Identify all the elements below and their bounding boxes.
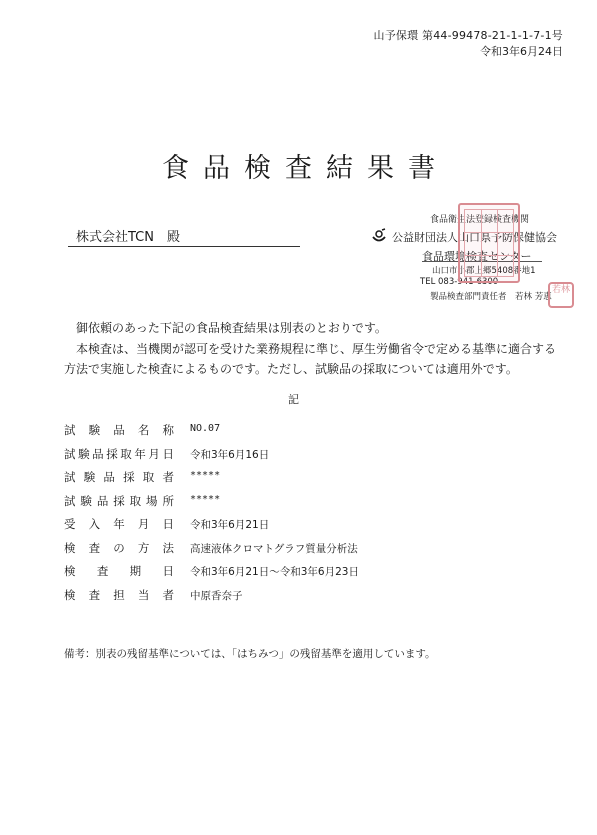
issuer-address: 山口市小郡上郷5408番地1 [432,266,536,276]
issuer-phone: TEL 083-941-6300 [420,277,499,287]
item-value: 令和3年6月16日 [190,448,270,461]
document-number: 山予保環 第44-99478-21-1-1-7-1号 [373,29,563,42]
section-marker: 記 [288,393,299,406]
item-row [64,540,544,564]
issuer-responsible: 製品検査部門責任者 若林 芳恵 [430,292,552,302]
document-title: 食品検査結果書 [162,153,449,184]
item-label: 試 験 品 採 取 者 [64,470,174,484]
item-label: 受 入 年 月 日 [64,517,174,531]
paragraph-basis-cont: 方法で実施した検査によるものです。ただし、試験品の採取については適用外です。 [64,362,518,376]
item-value: NO.07 [190,423,221,434]
item-value: 中原香奈子 [190,589,243,602]
personal-seal: 若林 [548,282,574,308]
item-label: 試 験 品 採 取 場 所 [64,493,174,508]
paragraph-request: 御依頼のあった下記の食品検査結果は別表のとおりです。 [76,321,387,335]
item-value: 高速液体クロマトグラフ質量分析法 [190,542,358,555]
addressee-underline [68,246,300,247]
item-value: ***** [190,493,221,505]
item-row [64,493,544,517]
issue-date: 令和3年6月24日 [480,45,563,58]
item-row [64,422,544,446]
issuer-organization: 公益財団法人山口県予防保健協会 [392,231,557,244]
item-value: ***** [190,470,221,481]
item-row [64,587,544,611]
item-row [64,446,544,470]
item-label: 試 験 品 名 称 [64,423,174,437]
organization-logo-icon [370,228,388,244]
item-label: 検 査 担 当 者 [64,587,174,602]
item-label: 検 査 の 方 法 [64,540,174,555]
item-label: 検 査 期 日 [64,564,174,578]
item-label: 試 験 品 採 取 年 月 日 [64,446,174,461]
official-seal [458,203,520,283]
item-row [64,516,544,540]
test-items [64,422,544,610]
item-value: 令和3年6月21日 [190,519,270,531]
item-row [64,469,544,493]
remarks-note: 備考：別表の残留基準については、「はちみつ」の残留基準を適用しています。 [64,648,436,660]
paragraph-basis: 本検査は、当機関が認可を受けた業務規程に準じ、厚生労働省令で定める基準に適合する [76,342,557,356]
addressee: 株式会社TCN 殿 [76,230,180,245]
issuer-center: 食品環境検査センター [422,250,532,263]
item-value: 令和3年6月21日～令和3年6月23日 [190,566,359,578]
issuer-registration: 食品衛生法登録検査機関 [430,215,530,225]
item-row [64,563,544,587]
